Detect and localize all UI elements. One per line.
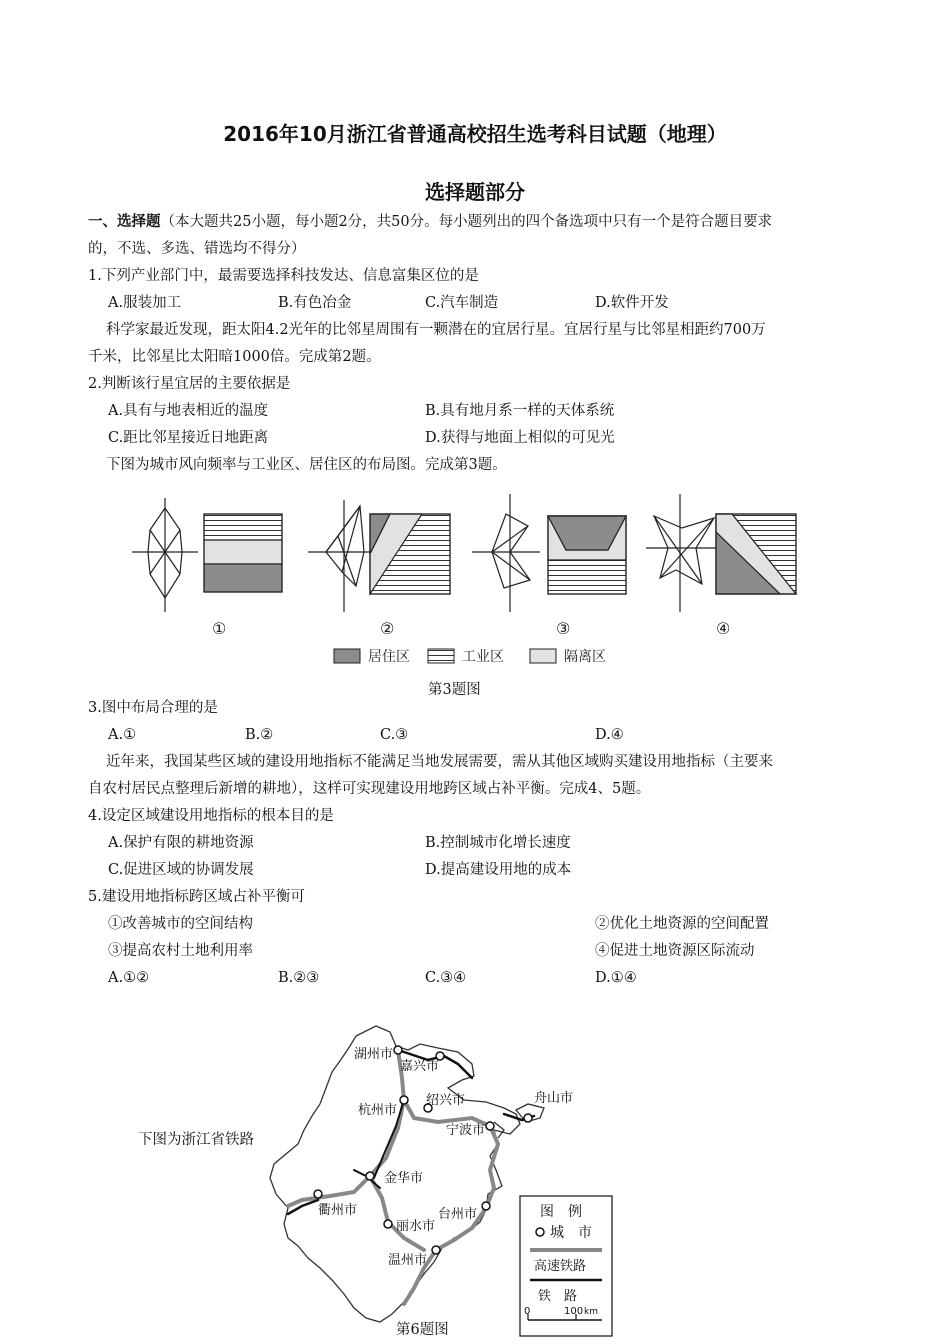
material1-line2: 千米，比邻星比太阳暗1000倍。完成第2题。	[88, 349, 381, 365]
q2-option-c: C.距比邻星接近日地距离	[108, 430, 269, 446]
wind-rose-1	[132, 498, 198, 612]
city-jinhua: 金华市	[384, 1171, 424, 1186]
q1-option-c: C.汽车制造	[425, 295, 499, 311]
city-hangzhou: 杭州市	[358, 1103, 398, 1118]
legend-hsr: 高速铁路	[534, 1259, 587, 1274]
figure3-label-1: ①	[212, 619, 227, 638]
q5-item-4: ④促进土地资源区际流动	[595, 943, 755, 959]
section-desc-line2: 的，不选、多选、错选均不得分）	[88, 241, 306, 257]
legend-title: 图 例	[540, 1204, 582, 1220]
q2-option-a: A.具有与地表相近的温度	[108, 403, 269, 419]
layout-square-1	[204, 514, 282, 592]
q4-stem: 4.设定区域建设用地指标的根本目的是	[88, 808, 334, 824]
scale-unit: km	[584, 1307, 598, 1317]
section-subtitle: 选择题部分	[425, 180, 525, 204]
q5-stem: 5.建设用地指标跨区域占补平衡可	[88, 889, 305, 905]
material4-text: 下图为浙江省铁路	[138, 1132, 254, 1148]
figure3-label-4: ④	[716, 619, 731, 638]
q5-option-b: B.②③	[278, 970, 320, 986]
q3-option-b: B.②	[245, 727, 274, 743]
scale-zero: 0	[524, 1306, 531, 1317]
material1-line1: 科学家最近发现，距太阳4.2光年的比邻星周围有一颗潜在的宜居行星。宜居行星与比邻星相距约700万	[106, 322, 766, 338]
layout-square-2	[370, 514, 450, 594]
q1-option-b: B.有色冶金	[278, 295, 352, 311]
q2-stem: 2.判断该行星宜居的主要依据是	[88, 376, 291, 392]
figure3-label-3: ③	[556, 619, 571, 638]
figure3-wind-layout-diagram	[120, 488, 820, 698]
q5-item-3: ③提高农村土地利用率	[108, 943, 253, 959]
city-taizhou: 台州市	[438, 1207, 478, 1222]
q3-option-d: D.④	[595, 727, 624, 743]
q1-stem: 1.下列产业部门中，最需要选择科技发达、信息富集区位的是	[88, 268, 479, 284]
legend-city-marker	[536, 1228, 544, 1236]
q4-option-b: B.控制城市化增长速度	[425, 835, 571, 851]
legend-residential: 居住区	[368, 649, 410, 665]
wind-rose-3	[472, 494, 540, 612]
q3-option-c: C.③	[380, 727, 409, 743]
legend-swatch-residential	[334, 649, 360, 663]
scale-max: 100	[564, 1306, 584, 1317]
q3-option-a: A.①	[108, 727, 137, 743]
q3-stem: 3.图中布局合理的是	[88, 700, 218, 716]
legend-city: 城 市	[550, 1225, 592, 1241]
q4-option-d: D.提高建设用地的成本	[425, 862, 572, 878]
city-zhoushan: 舟山市	[534, 1091, 574, 1106]
legend-swatch-buffer	[530, 649, 556, 663]
figure3-caption: 第3题图	[428, 682, 481, 698]
figure6-railway-map	[258, 1018, 638, 1340]
legend-industrial: 工业区	[462, 649, 504, 665]
layout-square-3	[548, 516, 626, 594]
figure6-caption: 第6题图	[396, 1322, 449, 1338]
q5-item-1: ①改善城市的空间结构	[108, 916, 253, 932]
legend-swatch-industrial	[428, 649, 454, 663]
city-shaoxing: 绍兴市	[426, 1093, 466, 1108]
city-quzhou: 衢州市	[318, 1203, 358, 1218]
q5-option-a: A.①②	[108, 970, 150, 986]
q5-item-2: ②优化土地资源的空间配置	[595, 916, 769, 932]
city-wenzhou: 温州市	[388, 1253, 428, 1268]
wind-rose-2	[308, 500, 376, 612]
q5-option-d: D.①④	[595, 970, 637, 986]
layout-square-4	[716, 514, 796, 594]
city-ningbo: 宁波市	[446, 1123, 486, 1138]
section-heading: 一、选择题	[88, 214, 161, 230]
material3-line1: 近年来，我国某些区域的建设用地指标不能满足当地发展需要，需从其他区域购买建设用地指标（主要来	[106, 754, 773, 770]
q2-option-d: D.获得与地面上相似的可见光	[425, 430, 615, 446]
material3-line2: 自农村居民点整理后新增的耕地），这样可实现建设用地跨区域占补平衡。完成4、5题。	[88, 781, 651, 797]
map-legend-box	[520, 1196, 612, 1336]
city-lishui: 丽水市	[396, 1219, 436, 1234]
city-jiaxing: 嘉兴市	[400, 1059, 440, 1074]
q1-option-d: D.软件开发	[595, 295, 669, 311]
legend-buffer: 隔离区	[564, 649, 606, 665]
city-huzhou: 湖州市	[354, 1047, 394, 1062]
page-title: 2016年10月浙江省普通高校招生选考科目试题（地理）	[223, 122, 727, 146]
wind-rose-4	[646, 494, 718, 612]
figure3-label-2: ②	[380, 619, 395, 638]
legend-rail: 铁 路	[538, 1289, 578, 1304]
q4-option-c: C.促进区域的协调发展	[108, 862, 254, 878]
q4-option-a: A.保护有限的耕地资源	[108, 835, 254, 851]
section-desc-line1: （本大题共25小题，每小题2分，共50分。每小题列出的四个备选项中只有一个是符合题目要求	[160, 214, 773, 230]
q2-option-b: B.具有地月系一样的天体系统	[425, 403, 615, 419]
q1-option-a: A.服装加工	[108, 295, 182, 311]
section-intro-line1	[88, 212, 772, 232]
material2-text: 下图为城市风向频率与工业区、居住区的布局图。完成第3题。	[106, 457, 507, 473]
q5-option-c: C.③④	[425, 970, 467, 986]
